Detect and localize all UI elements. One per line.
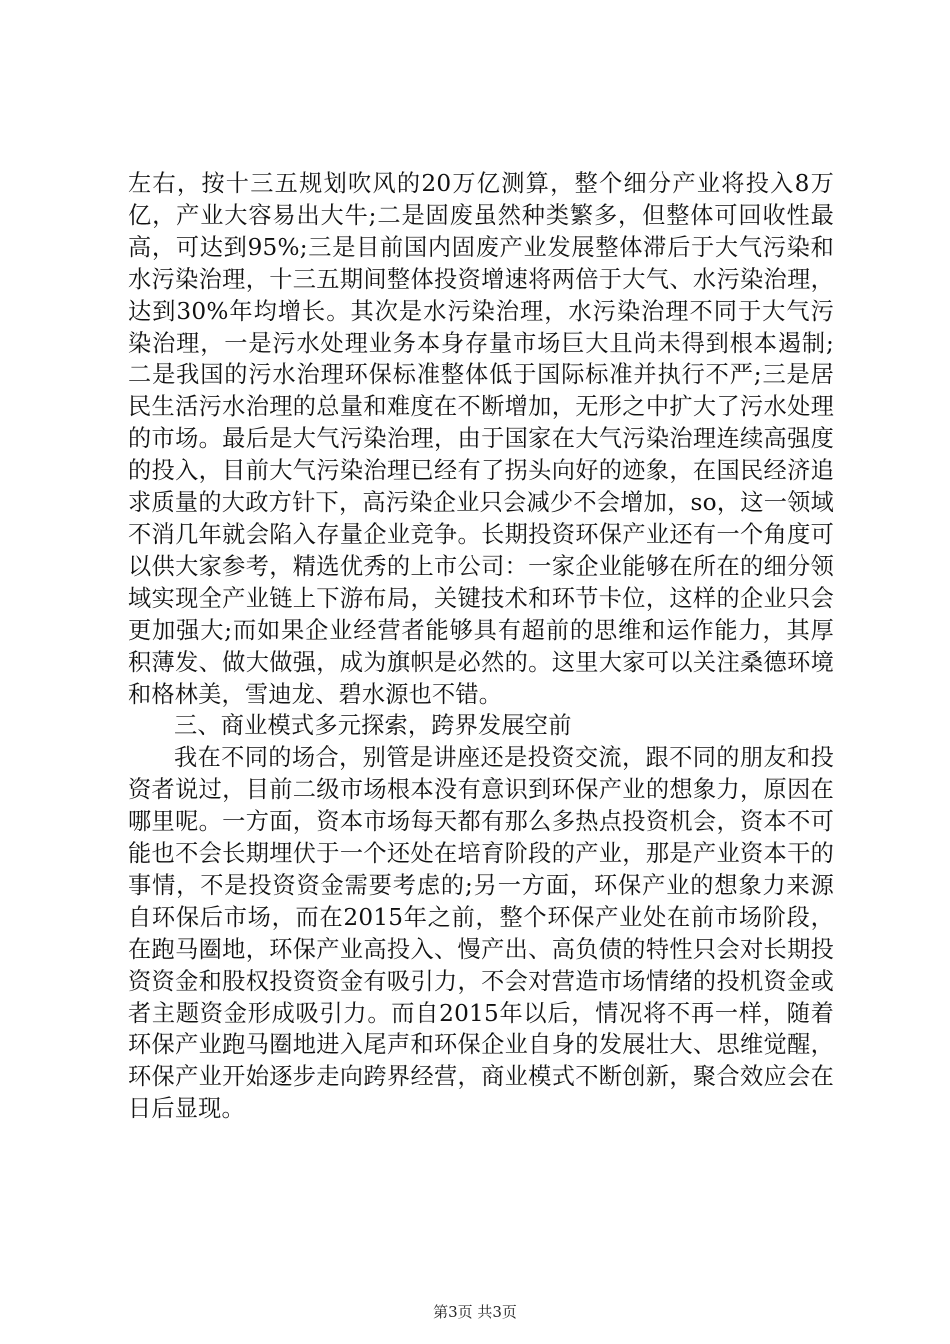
section-heading: 三、商业模式多元探索，跨界发展空前	[174, 712, 572, 740]
paragraph-business-model: 我在不同的场合，别管是讲座还是投资交流，跟不同的朋友和投资者说过，目前二级市场根本没有意识到环保产业的想象力，原因在哪里呢。一方面，资本市场每天都有那么多热点投资机会，资本不可能也不会长期埋伏于一个还处在培育阶段的产业，那是产业资本干的事情，不是投资资金需要考虑的;另一方面，环保产业的想象力来源自环保后市场，而在2015年之前，整个环保产业处在前市场阶段，在跑马圈地，环保产业高投入、慢产出、高负债的特性只会对长期投资资金和股权投资资金有吸引力，不会对营造市场情绪的投机资金或者主题资金形成吸引力。而自2015年以后，情况将不再一样，随着环保产业跑马圈地进入尾声和环保企业自身的发展壮大、思维觉醒，环保产业开始逐步走向跨界经营，商业模式不断创新，聚合效应会在日后显现。	[128, 744, 834, 1123]
paragraph-continuation: 左右，按十三五规划吹风的20万亿测算，整个细分产业将投入8万亿，产业大容易出大牛;二是固废虽然种类繁多，但整体可回收性最高，可达到95%;三是目前国内固废产业发展整体滞后于大气污染和水污染治理，十三五期间整体投资增速将两倍于大气、水污染治理，达到30%年均增长。其次是水污染治理，水污染治理不同于大气污染治理，一是污水处理业务本身存量市场巨大且尚未得到根本遏制;二是我国的污水治理环保标准整体低于国际标准并执行不严;三是居民生活污水治理的总量和难度在不断增加，无形之中扩大了污水处理的市场。最后是大气污染治理，由于国家在大气污染治理连续高强度的投入，目前大气污染治理已经有了拐头向好的迹象，在国民经济追求质量的大政方针下，高污染企业只会减少不会增加，so，这一领域不消几年就会陷入存量企业竞争。长期投资环保产业还有一个角度可以供大家参考，精选优秀的上市公司：一家企业能够在所在的细分领域实现全产业链上下游布局，关键技术和环节卡位，这样的企业只会更加强大;而如果企业经营者能够具有超前的思维和运作能力，其厚积薄发、做大做强，成为旗帜是必然的。这里大家可以关注桑德环境和格林美，雪迪龙、碧水源也不错。	[128, 170, 834, 708]
body-text	[128, 168, 834, 1125]
page-footer: 第3页 共3页	[433, 1303, 517, 1321]
